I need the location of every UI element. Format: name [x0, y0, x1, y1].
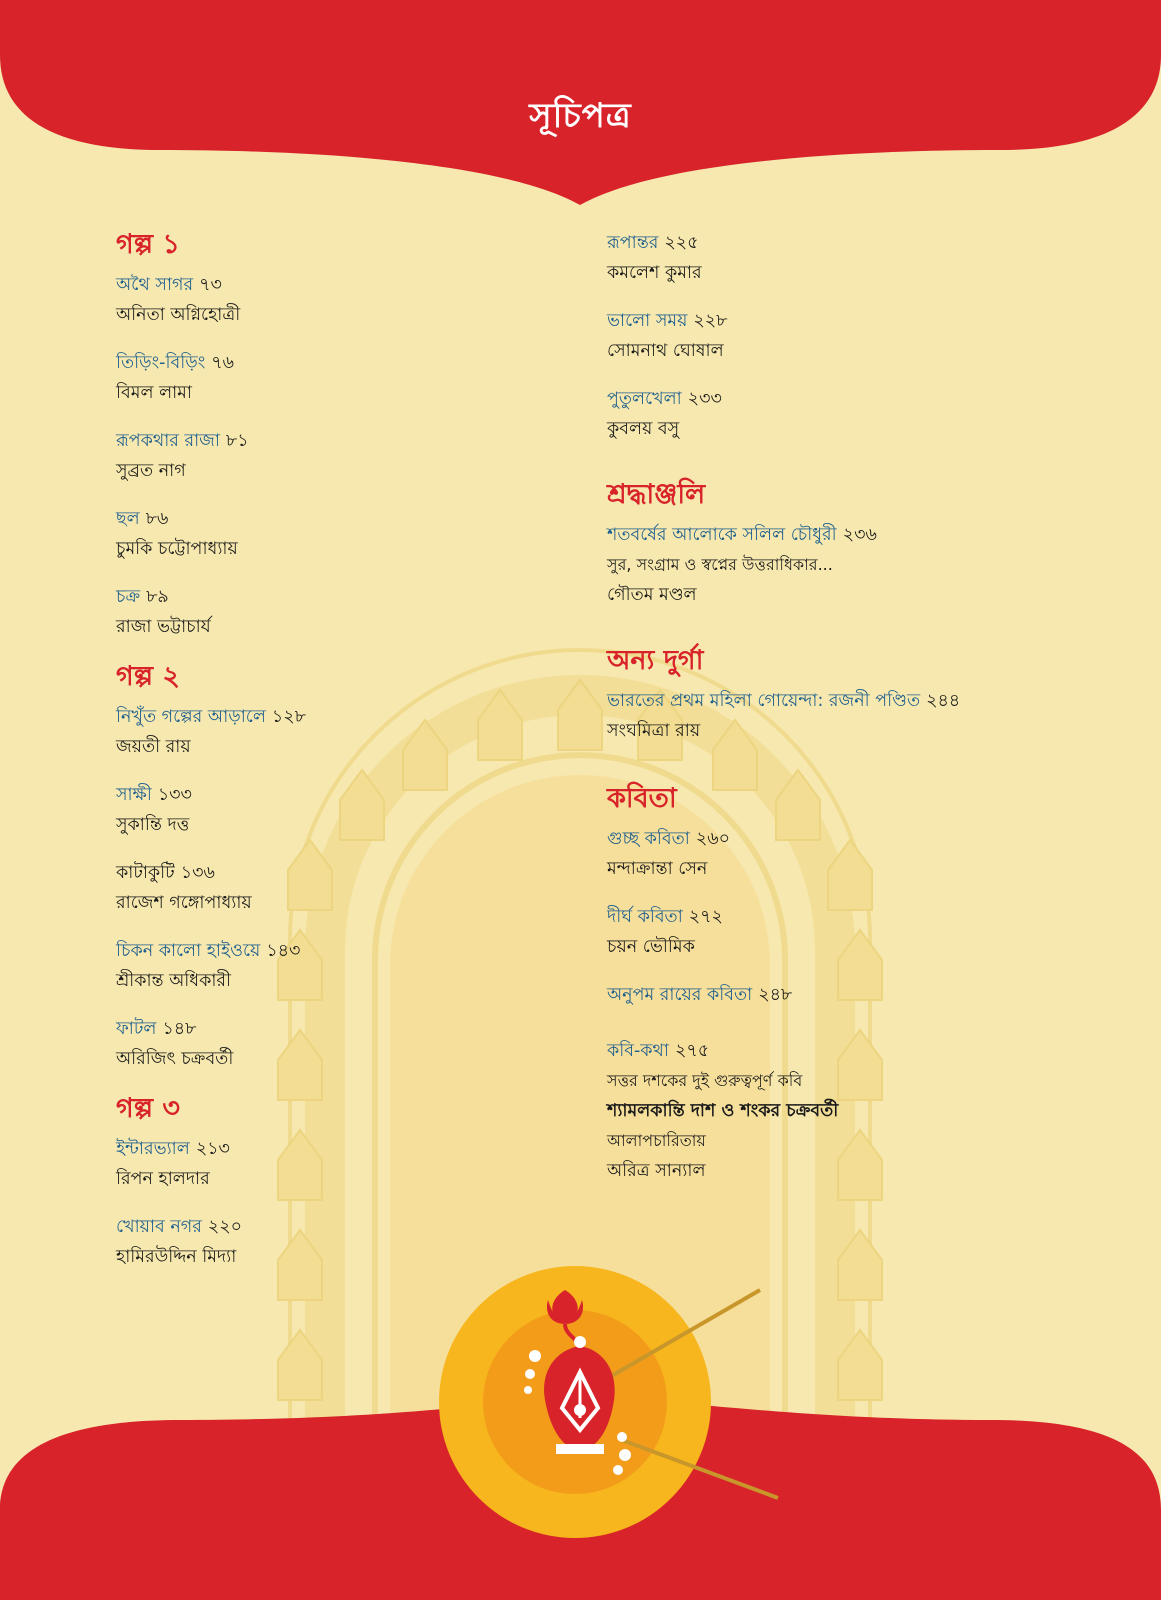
- section-heading: অন্য দুর্গা: [607, 645, 704, 676]
- entry-author: কুবলয় বসু: [607, 419, 680, 439]
- toc-entry[interactable]: [607, 1036, 1127, 1186]
- entry-author: অরিত্র সান্যাল: [607, 1161, 706, 1181]
- entry-page: ১৩৬: [180, 863, 215, 883]
- entry-title: অথৈ সাগর: [116, 275, 194, 295]
- toc-entry[interactable]: [116, 582, 556, 642]
- entry-page: ২২৫: [664, 233, 699, 253]
- toc-entry[interactable]: [116, 1212, 556, 1272]
- entry-author: সুকান্তি দত্ত: [116, 815, 190, 835]
- entry-page: ৭৬: [211, 353, 235, 373]
- toc-entry[interactable]: [607, 228, 1127, 288]
- toc-entry[interactable]: [116, 348, 556, 408]
- entry-page: ২৩৬: [842, 525, 877, 545]
- entry-author: সুব্রত নাগ: [116, 461, 186, 481]
- toc-entry[interactable]: [607, 520, 1127, 610]
- entry-author: রাজেশ গঙ্গোপাধ্যায়: [116, 893, 252, 913]
- entry-page: ৮৯: [146, 587, 169, 607]
- entry-title: ভারতের প্রথম মহিলা গোয়েন্দা: রজনী পণ্ডিত: [607, 691, 921, 711]
- entry-author: জয়তী রায়: [116, 737, 191, 757]
- toc-entry[interactable]: [607, 306, 1127, 366]
- section-heading: কবিতা: [607, 783, 677, 814]
- entry-title: ইন্টারভ্যাল: [116, 1139, 190, 1159]
- entry-page: ৮৬: [145, 509, 169, 529]
- toc-entry[interactable]: [116, 936, 556, 996]
- entry-author: গৌতম মণ্ডল: [607, 585, 697, 605]
- entry-page: ২২৮: [693, 311, 728, 331]
- entry-page: ২৪৪: [926, 691, 961, 711]
- entry-page: ১২৮: [271, 707, 306, 727]
- entry-title: দীর্ঘ কবিতা: [607, 907, 683, 927]
- page-title: সূচিপত্র: [529, 96, 632, 136]
- toc-entry[interactable]: [116, 780, 556, 840]
- toc-entry[interactable]: [607, 686, 1127, 746]
- toc-entry[interactable]: [607, 902, 1127, 962]
- entry-title: রূপান্তর: [607, 233, 659, 253]
- entry-title: তিড়িং-বিড়িং: [116, 353, 206, 373]
- toc-entry[interactable]: [607, 980, 1127, 1010]
- entry-title: অনুপম রায়ের কবিতা: [607, 985, 753, 1005]
- section-golpo-1: [116, 228, 556, 642]
- right-column: [607, 228, 1127, 1204]
- entry-title: নিখুঁত গল্পের আড়ালে: [116, 707, 266, 727]
- entry-author: চয়ন ভৌমিক: [607, 937, 695, 957]
- entry-page: ১৪৩: [266, 941, 301, 961]
- entry-page: ১৪৮: [162, 1019, 197, 1039]
- entry-page: ৭৩: [199, 275, 222, 295]
- entry-title: ভালো সময়: [607, 311, 688, 331]
- section-onno-durga: [607, 644, 1127, 746]
- entry-title: শতবর্ষের আলোকে সলিল চৌধুরী: [607, 525, 837, 545]
- toc-entry[interactable]: [116, 702, 556, 762]
- entry-page: ৮১: [225, 431, 249, 451]
- section-golpo-2: [116, 660, 556, 1074]
- toc-entry[interactable]: [116, 858, 556, 918]
- entry-page: ২৩৩: [687, 389, 722, 409]
- entry-author: শ্যামলকান্তি দাশ ও শংকর চক্রবর্তী: [607, 1101, 839, 1121]
- entry-title: চক্র: [116, 587, 141, 607]
- toc-entry[interactable]: [116, 270, 556, 330]
- section-heading: গল্প ২: [116, 661, 180, 692]
- entry-page: ২৬০: [695, 829, 730, 849]
- toc-entry[interactable]: [116, 504, 556, 564]
- entry-page: ২১৩: [195, 1139, 230, 1159]
- entry-subtitle: সুর, সংগ্রাম ও স্বপ্নের উত্তরাধিকার...: [607, 555, 833, 574]
- entry-author: সংঘমিত্রা রায়: [607, 721, 701, 741]
- entry-title: ছল: [116, 509, 140, 529]
- entry-author: রাজা ভট্টাচার্য: [116, 617, 211, 637]
- entry-title: খোয়াব নগর: [116, 1217, 202, 1237]
- entry-author: শ্রীকান্ত অধিকারী: [116, 971, 232, 991]
- section-heading: গল্প ১: [116, 229, 180, 260]
- entry-page: ২৪৮: [758, 985, 793, 1005]
- entry-author: চুমকি চট্টোপাধ্যায়: [116, 539, 238, 559]
- entry-page: ১৩৩: [157, 785, 192, 805]
- entry-author: অরিজিৎ চক্রবর্তী: [116, 1049, 234, 1069]
- entry-subtitle: সত্তর দশকের দুই গুরুত্বপূর্ণ কবি: [607, 1071, 803, 1090]
- section-heading: শ্রদ্ধাঞ্জলি: [607, 479, 706, 510]
- entry-title: চিকন কালো হাইওয়ে: [116, 941, 261, 961]
- section-heading: গল্প ৩: [116, 1093, 180, 1124]
- entry-page: ২৭৫: [674, 1041, 710, 1061]
- toc-entry[interactable]: [116, 1134, 556, 1194]
- toc-entry[interactable]: [116, 426, 556, 486]
- section-golpo-3: [116, 1092, 556, 1272]
- entry-author: অনিতা অগ্নিহোত্রী: [116, 305, 241, 325]
- entry-title: কাটাকুটি: [116, 863, 175, 883]
- entry-title: পুতুলখেলা: [607, 389, 682, 409]
- entry-title: রূপকথার রাজা: [116, 431, 220, 451]
- entry-title: গুচ্ছ কবিতা: [607, 829, 690, 849]
- entry-title: কবি-কথা: [607, 1041, 669, 1061]
- left-column: [116, 228, 556, 1290]
- entry-author: হামিরউদ্দিন মিদ্যা: [116, 1247, 237, 1267]
- section-golpo-3-continued: [607, 228, 1127, 444]
- entry-author: বিমল লামা: [116, 383, 192, 403]
- entry-title: ফাটল: [116, 1019, 157, 1039]
- section-shraddhanjali: [607, 478, 1127, 610]
- entry-subtitle: আলাপচারিতায়: [607, 1131, 706, 1150]
- entry-page: ২২০: [207, 1217, 243, 1237]
- entry-author: কমলেশ কুমার: [607, 263, 702, 283]
- section-kobita: [607, 782, 1127, 1186]
- entry-title: সাক্ষী: [116, 785, 152, 805]
- entry-author: মন্দাক্রান্তা সেন: [607, 859, 708, 879]
- entry-page: ২৭২: [688, 907, 723, 927]
- entry-author: সোমনাথ ঘোষাল: [607, 341, 724, 361]
- toc-entry[interactable]: [607, 384, 1127, 444]
- entry-author: রিপন হালদার: [116, 1169, 210, 1189]
- toc-entry[interactable]: [607, 824, 1127, 884]
- toc-entry[interactable]: [116, 1014, 556, 1074]
